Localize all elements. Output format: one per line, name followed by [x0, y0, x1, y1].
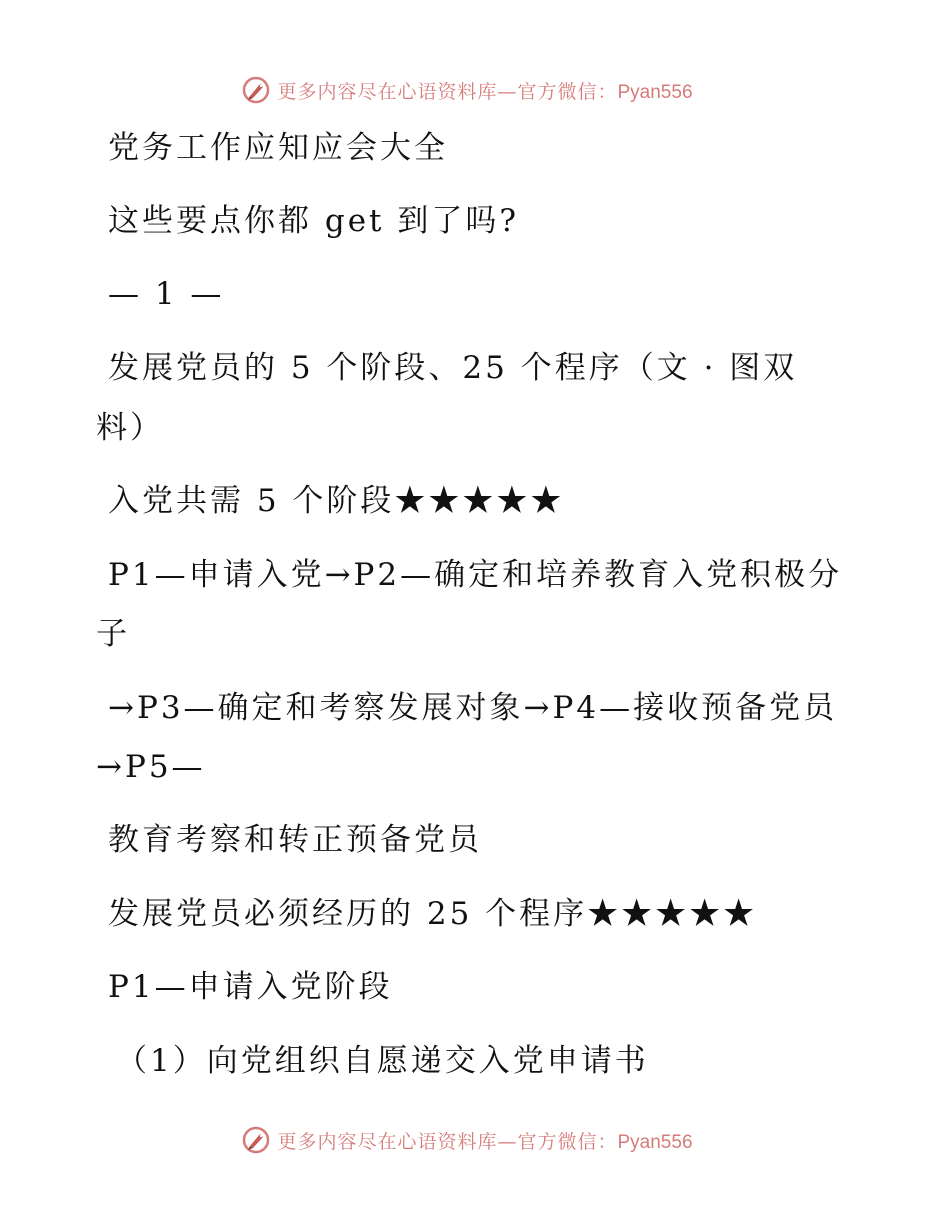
- pen-logo-icon: [241, 1125, 271, 1155]
- footer-banner-text: [277, 1127, 692, 1154]
- section-heading: 发展党员的 5 个阶段、25 个程序（文 · 图双: [108, 350, 798, 386]
- header-banner: [0, 70, 950, 110]
- section-number: — 1 —: [108, 276, 225, 312]
- footer-banner-wechat-id: Pyan556: [617, 1131, 693, 1153]
- paragraph-line: 发展党员必须经历的 25 个程序★★★★★: [108, 896, 758, 932]
- paragraph-line: →P5—: [96, 749, 206, 785]
- document-title: 党务工作应知应会大全: [108, 130, 448, 166]
- pen-logo-icon: [241, 75, 271, 105]
- footer-banner: [0, 1120, 950, 1160]
- paragraph-line: 入党共需 5 个阶段★★★★★: [108, 483, 565, 519]
- list-item: （1）向党组织自愿递交入党申请书: [116, 1043, 649, 1079]
- section-heading-continued: 料）: [96, 410, 164, 446]
- paragraph-line: P1—申请入党→P2—确定和培养教育入党积极分: [108, 557, 843, 593]
- paragraph-line: 子: [96, 616, 130, 652]
- footer-banner-inner: [241, 1125, 692, 1155]
- subtitle-line: 这些要点你都 get 到了吗?: [108, 203, 519, 239]
- header-banner-inner: [241, 75, 692, 105]
- paragraph-line: →P3—确定和考察发展对象→P4—接收预备党员: [108, 690, 838, 726]
- footer-banner-label: 更多内容尽在心语资料库—官方微信：: [277, 1130, 618, 1153]
- paragraph-line: 教育考察和转正预备党员: [108, 822, 482, 858]
- header-banner-text: [277, 77, 692, 104]
- header-banner-label: 更多内容尽在心语资料库—官方微信：: [277, 80, 618, 103]
- stage-heading: P1—申请入党阶段: [108, 969, 393, 1005]
- header-banner-wechat-id: Pyan556: [617, 81, 693, 103]
